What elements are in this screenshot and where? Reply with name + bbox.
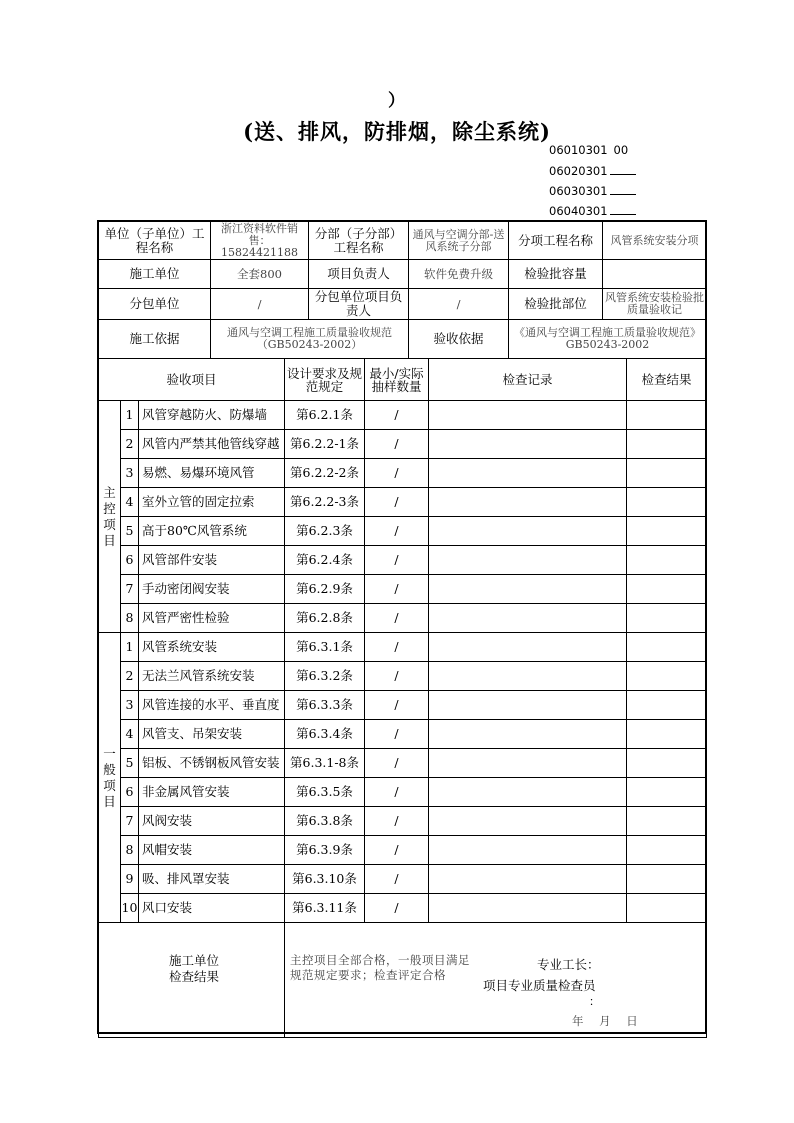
item-number: 6 (121, 778, 139, 807)
item-sample-count: / (365, 749, 429, 778)
page-title: (送、排风，防排烟，除尘系统) (243, 119, 551, 144)
item-name: 风口安装 (139, 894, 285, 923)
item-requirement: 第6.3.4条 (285, 720, 365, 749)
item-requirement: 第6.3.1-8条 (285, 749, 365, 778)
item-record (429, 778, 627, 807)
col-record-header: 检查记录 (429, 359, 627, 401)
item-requirement: 第6.3.10条 (285, 865, 365, 894)
item-result (627, 691, 707, 720)
item-name: 铝板、不锈钢板风管安装 (139, 749, 285, 778)
header-table (98, 221, 707, 359)
item-result (627, 662, 707, 691)
item-name: 手动密闭阀安装 (139, 575, 285, 604)
table-row (99, 575, 707, 604)
item-requirement: 第6.2.3条 (285, 517, 365, 546)
item-record (429, 488, 627, 517)
table-row (99, 720, 707, 749)
table-row (99, 459, 707, 488)
item-record (429, 894, 627, 923)
item-requirement: 第6.3.2条 (285, 662, 365, 691)
part-value: 风管系统安装检验批质量验收记 (603, 289, 707, 320)
item-sample-count: / (365, 720, 429, 749)
item-requirement: 第6.2.4条 (285, 546, 365, 575)
item-number: 8 (121, 604, 139, 633)
col-item-header: 验收项目 (99, 359, 285, 401)
accept-value: 《通风与空调工程施工质量验收规范》GB50243-2002 (509, 320, 707, 359)
inspection-table (98, 358, 707, 1038)
item-sample-count: / (365, 662, 429, 691)
batch-code-number: 06010301 (549, 143, 608, 157)
item-record (429, 401, 627, 430)
pm-label: 项目负责人 (309, 260, 409, 289)
item-result (627, 807, 707, 836)
item-record (429, 836, 627, 865)
contractor-label: 施工单位 (99, 260, 211, 289)
item-number: 6 (121, 546, 139, 575)
item-name: 吸、排风罩安装 (139, 865, 285, 894)
item-record (429, 865, 627, 894)
item-result (627, 430, 707, 459)
inspector-label: 项目专业质量检查员 (483, 978, 596, 993)
item-requirement: 第6.3.3条 (285, 691, 365, 720)
item-number: 10 (121, 894, 139, 923)
sub-value: 通风与空调分部-送风系统子分部 (409, 222, 509, 260)
result-text: 主控项目全部合格，一般项目满足规范规定要求；检查评定合格 (290, 953, 470, 982)
subcon-pm-label: 分包单位项目负责人 (309, 289, 409, 320)
item-name: 风管支、吊架安装 (139, 720, 285, 749)
item-number: 3 (121, 459, 139, 488)
table-row (99, 604, 707, 633)
table-row (99, 836, 707, 865)
col-req-header: 设计要求及规范规定 (285, 359, 365, 401)
unit-value: 浙江资料软件销售：15824421188 (211, 222, 309, 260)
item-name: 室外立管的固定拉索 (139, 488, 285, 517)
batch-code (549, 143, 628, 157)
basis-label: 施工依据 (99, 320, 211, 359)
item-name: 风管系统安装 (139, 633, 285, 662)
item-requirement: 第6.3.11条 (285, 894, 365, 923)
item-name: 风管穿越防火、防爆墙 (139, 401, 285, 430)
item-sample-count: / (365, 604, 429, 633)
item-result (627, 575, 707, 604)
table-row (99, 662, 707, 691)
batch-code-number: 06020301 (549, 164, 608, 178)
item-record (429, 430, 627, 459)
batch-code (549, 184, 636, 198)
item-sample-count: / (365, 517, 429, 546)
item-number: 7 (121, 575, 139, 604)
result-date: 年 月 日 (572, 1014, 638, 1028)
item-name: 高于80℃风管系统 (139, 517, 285, 546)
item-requirement: 第6.3.9条 (285, 836, 365, 865)
unit-label: 单位（子单位）工程名称 (99, 222, 211, 260)
title-paren: ） (388, 91, 405, 111)
item-number: 7 (121, 807, 139, 836)
item-requirement: 第6.2.2-3条 (285, 488, 365, 517)
item-requirement: 第6.3.1条 (285, 633, 365, 662)
batch-code-number: 06030301 (549, 184, 608, 198)
table-row (99, 430, 707, 459)
item-sample-count: / (365, 894, 429, 923)
item-number: 3 (121, 691, 139, 720)
pm-value: 软件免费升级 (409, 260, 509, 289)
item-record (429, 575, 627, 604)
capacity-value (603, 260, 707, 289)
table-row (99, 807, 707, 836)
item-sample-count: / (365, 836, 429, 865)
item-result (627, 546, 707, 575)
item-sample-count: / (365, 401, 429, 430)
batch-code-blank (610, 165, 636, 175)
item-record (429, 517, 627, 546)
table-row (99, 488, 707, 517)
item-number: 8 (121, 836, 139, 865)
table-row (99, 691, 707, 720)
col-min-header: 最小/实际抽样数量 (365, 359, 429, 401)
item-name: 易燃、易爆环境风管 (139, 459, 285, 488)
item-record (429, 749, 627, 778)
item-result (627, 749, 707, 778)
general-section-label: 一般项目 (99, 633, 121, 923)
item-record (429, 633, 627, 662)
inspector-colon: ： (589, 995, 600, 1008)
item-sample-count: / (365, 633, 429, 662)
item-sample-count: / (365, 865, 429, 894)
item-sample-count: / (365, 778, 429, 807)
batch-code (549, 164, 636, 178)
item-result (627, 894, 707, 923)
col-result-header: 检查结果 (627, 359, 707, 401)
item-name: 无法兰风管系统安装 (139, 662, 285, 691)
item-record (429, 662, 627, 691)
table-row (99, 749, 707, 778)
item-number: 9 (121, 865, 139, 894)
item-result (627, 517, 707, 546)
item-result (627, 633, 707, 662)
table-row (99, 865, 707, 894)
item-sample-count: / (365, 430, 429, 459)
item-requirement: 第6.2.8条 (285, 604, 365, 633)
item-name: 风管内严禁其他管线穿越 (139, 430, 285, 459)
item-record (429, 720, 627, 749)
item-result (627, 865, 707, 894)
item-sample-count: / (365, 691, 429, 720)
batch-code-number: 06040301 (549, 204, 608, 218)
table-row (99, 401, 707, 430)
foreman-label: 专业工长： (537, 957, 600, 972)
item-sample-count: / (365, 546, 429, 575)
item-number: 4 (121, 488, 139, 517)
item-result (627, 459, 707, 488)
item-result (627, 604, 707, 633)
table-row (99, 894, 707, 923)
subcon-label: 分包单位 (99, 289, 211, 320)
item-result (627, 778, 707, 807)
table-row (99, 517, 707, 546)
item-number: 1 (121, 633, 139, 662)
item-record (429, 546, 627, 575)
item-record (429, 807, 627, 836)
item-requirement: 第6.2.9条 (285, 575, 365, 604)
basis-value: 通风与空调工程施工质量验收规范（GB50243-2002） (211, 320, 409, 359)
item-label: 分项工程名称 (509, 222, 603, 260)
subcon-value: / (211, 289, 309, 320)
item-number: 4 (121, 720, 139, 749)
part-label: 检验批部位 (509, 289, 603, 320)
item-name: 非金属风管安装 (139, 778, 285, 807)
item-record (429, 691, 627, 720)
item-number: 2 (121, 430, 139, 459)
item-value: 风管系统安装分项 (603, 222, 707, 260)
sub-label: 分部（子分部）工程名称 (309, 222, 409, 260)
item-number: 1 (121, 401, 139, 430)
capacity-label: 检验批容量 (509, 260, 603, 289)
item-record (429, 604, 627, 633)
main-control-section-label: 主控项目 (99, 401, 121, 633)
item-sample-count: / (365, 459, 429, 488)
item-number: 5 (121, 749, 139, 778)
result-label: 施工单位检查结果 (168, 953, 219, 984)
item-number: 5 (121, 517, 139, 546)
item-requirement: 第6.2.2-1条 (285, 430, 365, 459)
item-result (627, 720, 707, 749)
item-name: 风管严密性检验 (139, 604, 285, 633)
table-row (99, 778, 707, 807)
item-result (627, 836, 707, 865)
item-record (429, 459, 627, 488)
item-result (627, 488, 707, 517)
item-sample-count: / (365, 488, 429, 517)
item-requirement: 第6.2.2-2条 (285, 459, 365, 488)
batch-code (549, 204, 636, 218)
item-result (627, 401, 707, 430)
batch-code-suffix: 00 (613, 143, 629, 157)
item-name: 风阀安装 (139, 807, 285, 836)
table-row (99, 633, 707, 662)
accept-label: 验收依据 (409, 320, 509, 359)
contractor-value: 全套800 (211, 260, 309, 289)
item-name: 风帽安装 (139, 836, 285, 865)
item-number: 2 (121, 662, 139, 691)
item-requirement: 第6.2.1条 (285, 401, 365, 430)
item-name: 风管连接的水平、垂直度 (139, 691, 285, 720)
table-row (99, 546, 707, 575)
item-name: 风管部件安装 (139, 546, 285, 575)
item-requirement: 第6.3.8条 (285, 807, 365, 836)
batch-code-blank (610, 205, 636, 215)
item-requirement: 第6.3.5条 (285, 778, 365, 807)
item-sample-count: / (365, 575, 429, 604)
subcon-pm-value: / (409, 289, 509, 320)
batch-code-blank (610, 185, 636, 195)
item-sample-count: / (365, 807, 429, 836)
